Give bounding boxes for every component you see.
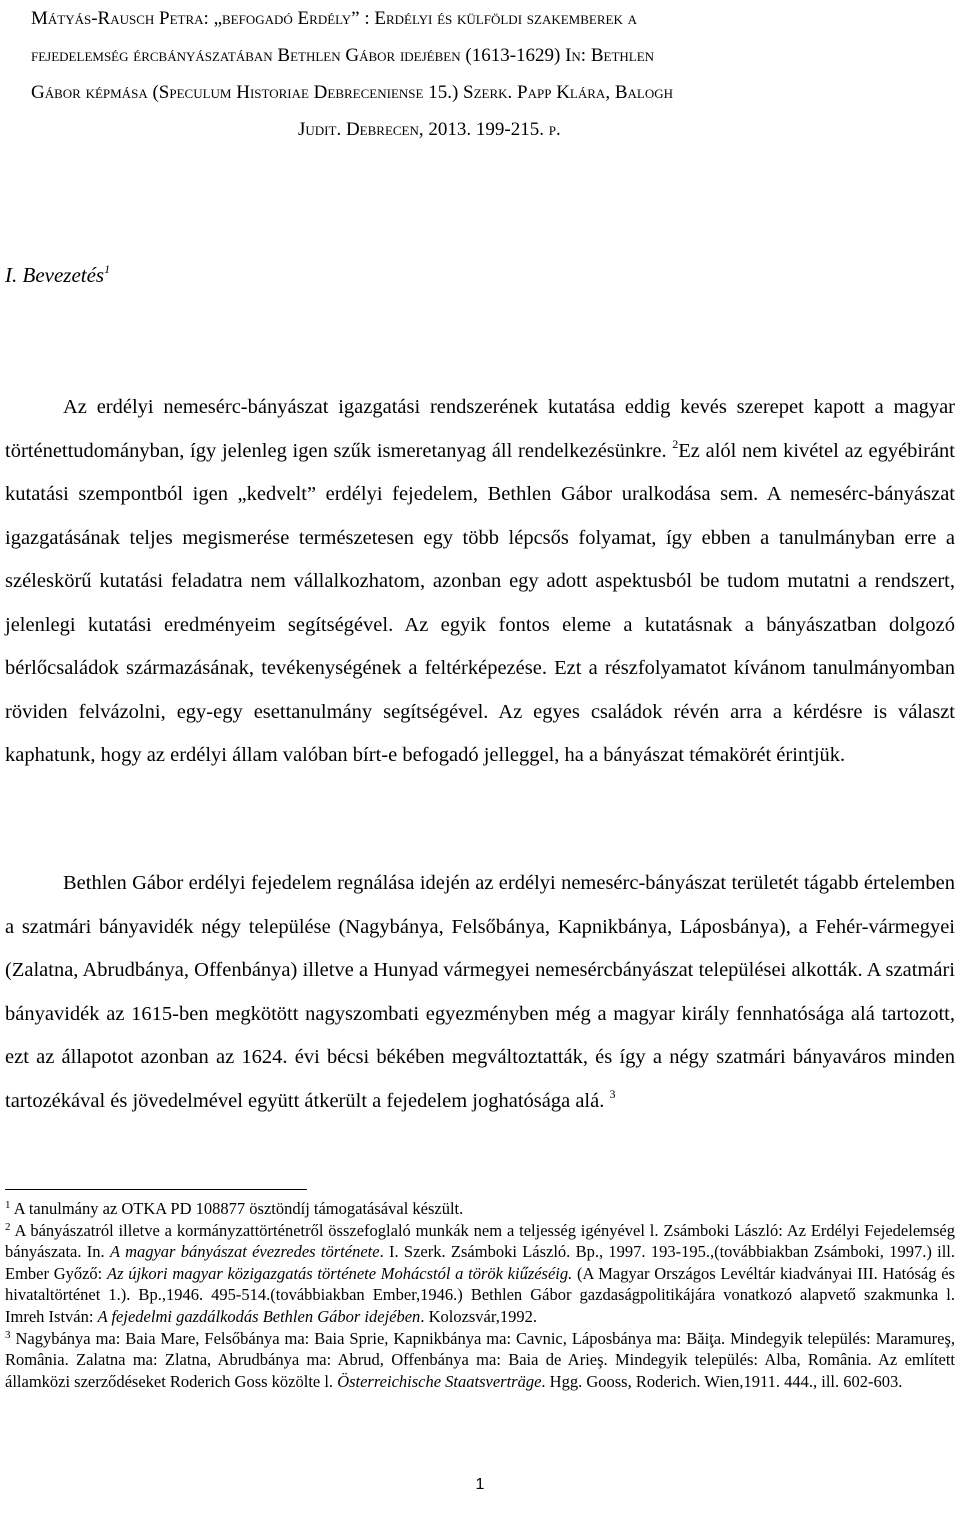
footnote-1: [5, 1198, 955, 1220]
section-heading-text: I. Bevezetés: [5, 263, 105, 287]
footnote-3-text-b: . Hgg. Gooss, Roderich. Wien,1911. 444., ill. 602-603.: [541, 1371, 903, 1391]
paragraph-1-text-b: Ez alól nem kivétel az egyébiránt kutatási szempontból igen „kedvelt” erdélyi fejedelem, Bethlen Gábor uralkodása sem. A nemesérc-bányászat igazgatásának teljes megismerése természetesen egy több lépcsős folyamat, így ebben a tanulmányban erre a széleskörű kutatási feladatra nem vállalkozhatom, azonban egy adott aspektusból be tudom mutatni a rendszert, jelenlegi kutatási eredményeim segítségével. Az egyik fontos eleme a kutatásnak a bányászatban dolgozó bérlőcsaládok származásának, tevékenységének a feltérképezése. Ezt a részfolyamatot kívánom tanulmányomban röviden felvázolni, egy-egy esettanulmány segítségével. Az egyes családok révén arra a kérdésre is választ kaphatunk, hogy az erdélyi állam valóban bírt-e befogadó jelleggel, ha a bányászat témakörét érintjük.: [5, 439, 955, 766]
footnotes: [5, 1198, 955, 1392]
paragraph-2-text: Bethlen Gábor erdélyi fejedelem regnálása idején az erdélyi nemesérc-bányászat területét tágabb értelemben a szatmári bányavidék négy települése (Nagybánya, Felsőbánya, Kapnikbánya, Láposbánya), a Fehér-vármegyei (Zalatna, Abrudbánya, Offenbánya) illetve a Hunyad vármegyei nemesércbányászat települései alkották. A szatmári bányavidék az 1615-ben megkötött nagyszombati egyezményben még a magyar király fennhatósága alá tartozott, ezt az állapotot azonban az 1624. évi bécsi békében megváltoztatták, és így a négy szatmári bányaváros minden tartozékával és jövedelmével együtt átkerült a fejedelem joghatósága alá.: [5, 872, 955, 1112]
footnote-1-text: A tanulmány az OTKA PD 108877 ösztöndíj támogatásával készült.: [13, 1199, 464, 1218]
footnote-2-title-1: A magyar bányászat évezredes története: [109, 1242, 380, 1262]
footnote-1-number: 1: [5, 1199, 11, 1211]
body-paragraph-1: [5, 386, 955, 778]
footnote-ref-3[interactable]: 3: [609, 1086, 616, 1101]
citation-header-line-1: Mátyás-Rausch Petra: „befogadó Erdély” : Erdélyi és külföldi szakemberek a: [31, 8, 637, 29]
footnote-2-number: 2: [5, 1220, 11, 1233]
footnote-2-text-c: (A Magyar Országos Levéltár kiadványai III. Hatóság és hivataltörténet 1.). Bp.,1946. 495-514.(továbbiakban Ember,1946.) Bethlen Gábor gazdaságpolitikájára vonatkozó alapvető szakmunka l. Imreh István:: [5, 1263, 955, 1326]
footnote-2-title-3: A fejedelmi gazdálkodás Bethlen Gábor idejében: [97, 1306, 421, 1326]
citation-header-line-2: fejedelemség ércbányászatában Bethlen Gábor idejében (1613-1629) In: Bethlen: [31, 45, 655, 66]
footnote-2-text-b: . I. Szerk. Zsámboki László. Bp., 1997. 193-195.,(továbbiakban Zsámboki, 1997.) ill. Ember Győző:: [5, 1242, 955, 1283]
footnote-ref-1[interactable]: 1: [104, 262, 111, 276]
citation-header-line-4: Judit. Debrecen, 2013. 199-215. p.: [298, 119, 561, 140]
footnote-2-title-2: Az újkori magyar közigazgatás története Mohácstól a török kiűzéséig.: [106, 1263, 573, 1283]
footnote-3-title-1: Österreichische Staatsverträge: [337, 1371, 542, 1391]
footnote-2-text-d: . Kolozsvár,1992.: [420, 1306, 537, 1326]
footnote-3-number: 3: [5, 1328, 11, 1341]
footnote-ref-2[interactable]: 2: [672, 436, 679, 451]
paragraph-1-text-a: Az erdélyi nemesérc-bányászat igazgatási rendszerének kutatása eddig kevés szerepet kapott a magyar történettudományban, így jelenleg igen szűk ismeretanyag áll rendelkezésünkre.: [5, 396, 955, 462]
page-number: 1: [475, 1476, 485, 1493]
footnote-separator: [5, 1189, 307, 1190]
footnote-3: [5, 1328, 955, 1393]
footnote-3-text-a: Nagybánya ma: Baia Mare, Felsőbánya ma: Baia Sprie, Kapnikbánya ma: Cavnic, Láposbánya ma: Băiţa. Mindegyik település: Maramureş, România. Zalatna ma: Zlatna, Abrudbánya ma: Abrud, Offenbánya ma: Baia de Arieş. Mindegyik település: Alba, România. Az említett államközi szerződéseket Roderich Goss közölte l.: [5, 1328, 955, 1391]
footnote-2: [5, 1220, 955, 1328]
citation-header-line-3: Gábor képmása (Speculum Historiae Debreceniense 15.) Szerk. Papp Klára, Balogh: [31, 82, 673, 103]
body-paragraph-2: [5, 862, 955, 1123]
footnote-2-text-a: A bányászatról illetve a kormányzattörténetről összefoglaló munkák nem a teljesség igényével l. Zsámboki László: Az Erdélyi Fejedelemség bányászata. In.: [5, 1220, 955, 1262]
section-heading: [5, 262, 110, 288]
